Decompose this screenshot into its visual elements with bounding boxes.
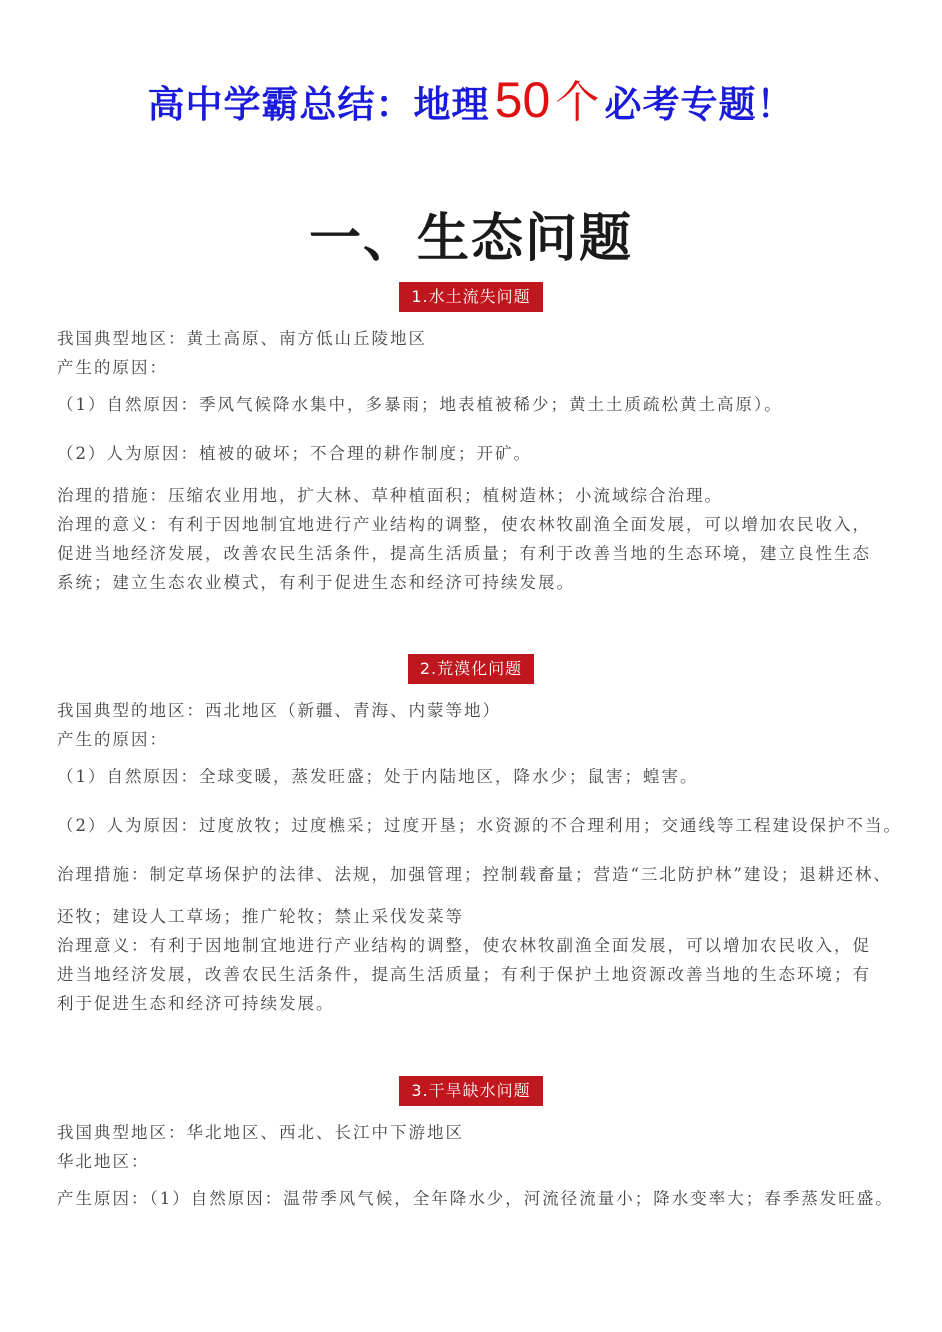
- human-cause: （2）人为原因：过度放牧；过度樵采；过度开垦；水资源的不合理利用；交通线等工程建设保护不当。: [57, 816, 902, 835]
- section-2-body: [57, 696, 902, 1018]
- section-1-header: [0, 282, 942, 312]
- section-3-header: [0, 1076, 942, 1106]
- cause-label: 产生的原因：: [57, 730, 168, 749]
- measures-line-1: 治理措施：制定草场保护的法律、法规，加强管理；控制载畜量；营造“三北防护林”建设；退耕还林、: [57, 865, 892, 884]
- section-3-body: [57, 1118, 894, 1213]
- chapter-title: 一、生态问题: [308, 208, 633, 269]
- subregion-label: 华北地区：: [57, 1152, 150, 1171]
- section-badge: 2.荒漠化问题: [408, 654, 534, 684]
- natural-cause: （1）自然原因：季风气候降水集中，多暴雨；地表植被稀少；黄土土质疏松黄土高原）。: [57, 395, 783, 414]
- significance-line-2: 进当地经济发展，改善农民生活条件，提高生活质量；有利于保护土地资源改善当地的生态环境；有: [57, 965, 871, 984]
- measures-line: 治理的措施：压缩农业用地，扩大林、草种植面积；植树造林；小流域综合治理。: [57, 486, 723, 505]
- measures-line-2: 还牧；建设人工草场；推广轮牧；禁止采伐发菜等: [57, 907, 464, 926]
- banner-title-number: 50: [494, 72, 551, 128]
- region-line: 我国典型地区：华北地区、西北、长江中下游地区: [57, 1123, 464, 1142]
- natural-cause: （1）自然原因：全球变暖，蒸发旺盛；处于内陆地区，降水少；鼠害；蝗害。: [57, 767, 699, 786]
- region-line: 我国典型的地区：西北地区（新疆、青海、内蒙等地）: [57, 701, 501, 720]
- section-1-body: [57, 324, 887, 597]
- cause-line: 产生原因：（1）自然原因：温带季风气候，全年降水少，河流径流量小；降水变率大；春季蒸发旺盛。: [57, 1189, 894, 1208]
- banner-title-measure: 个: [555, 77, 600, 128]
- banner-title-part2: 必考专题！: [604, 83, 795, 126]
- section-badge: 1.水土流失问题: [399, 282, 542, 312]
- section-badge: 3.干旱缺水问题: [399, 1076, 542, 1106]
- significance-line-3: 利于促进生态和经济可持续发展。: [57, 994, 335, 1013]
- page-banner-title: [0, 66, 942, 130]
- significance-line-1: 治理的意义：有利于因地制宜地进行产业结构的调整，使农林牧副渔全面发展，可以增加农民收入，: [57, 515, 871, 534]
- banner-title-part1: 高中学霸总结：地理: [147, 83, 490, 126]
- significance-line-3: 系统；建立生态农业模式，有利于促进生态和经济可持续发展。: [57, 573, 575, 592]
- section-2-header: [0, 654, 942, 684]
- significance-line-1: 治理意义：有利于因地制宜地进行产业结构的调整，使农林牧副渔全面发展，可以增加农民收入，促: [57, 936, 871, 955]
- cause-label: 产生的原因：: [57, 358, 168, 377]
- region-line: 我国典型地区：黄土高原、南方低山丘陵地区: [57, 329, 427, 348]
- human-cause: （2）人为原因：植被的破坏；不合理的耕作制度；开矿。: [57, 444, 532, 463]
- significance-line-2: 促进当地经济发展，改善农民生活条件，提高生活质量；有利于改善当地的生态环境，建立良性生态: [57, 544, 871, 563]
